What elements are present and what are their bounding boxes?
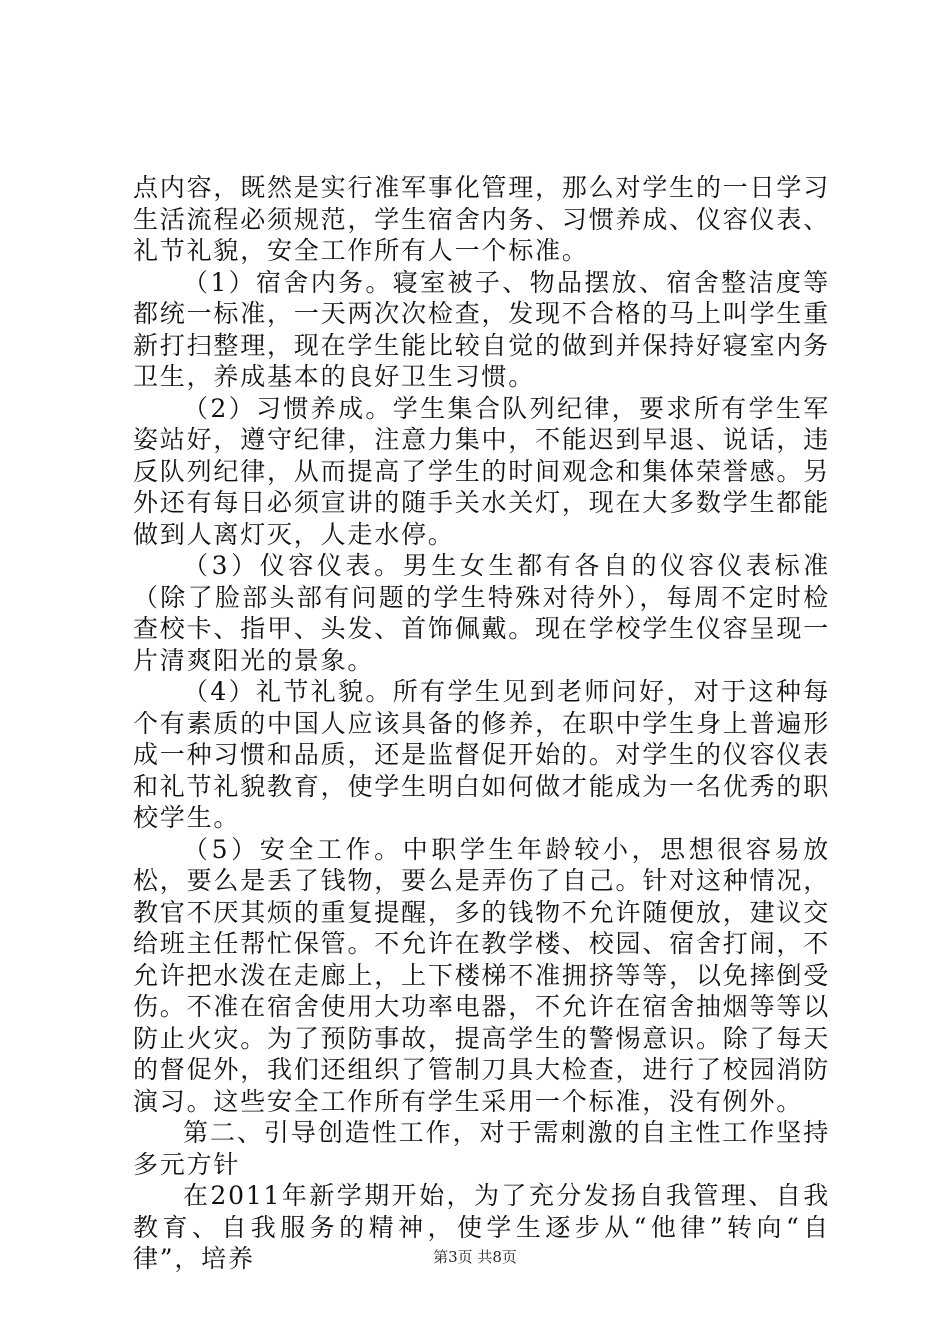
body-text [133, 172, 830, 1275]
paragraph-continuation: 点内容，既然是实行准军事化管理，那么对学生的一日学习生活流程必须规范，学生宿舍内务、习惯养成、仪容仪表、礼节礼貌，安全工作所有人一个标准。 [133, 173, 830, 265]
paragraph-appearance: （3）仪容仪表。男生女生都有各自的仪容仪表标准（除了脸部头部有问题的学生特殊对待外），每周不定时检查校卡、指甲、头发、首饰佩戴。现在学校学生仪容呈现一片清爽阳光的景象。 [133, 551, 830, 675]
paragraph-habits: （2）习惯养成。学生集合队列纪律，要求所有学生军姿站好，遵守纪律，注意力集中，不能迟到早退、说话，违反队列纪律，从而提高了学生的时间观念和集体荣誉感。另外还有每日必须宣讲的随手关水关灯，现在大多数学生都能做到人离灯灭，人走水停。 [133, 393, 830, 549]
page-footer: 第3页 共8页 [433, 1248, 517, 1266]
paragraph-safety: （5）安全工作。中职学生年龄较小，思想很容易放松，要么是丢了钱物，要么是弄伤了自己。针对这种情况，教官不厌其烦的重复提醒，多的钱物不允许随便放，建议交给班主任帮忙保管。不允许在教学楼、校园、宿舍打闹，不允许把水泼在走廊上，上下楼梯不准拥挤等等，以免摔倒受伤。不准在宿舍使用大功率电器，不允许在宿舍抽烟等等以防止火灾。为了预防事故，提高学生的警惕意识。除了每天的督促外，我们还组织了管制刀具大检查，进行了校园消防演习。这些安全工作所有学生采用一个标准，没有例外。 [133, 834, 830, 1116]
paragraph-new-semester: 在2011年新学期开始，为了充分发扬自我管理、自我教育、自我服务的精神，使学生逐步从“他律”转向“自律”，培养 [133, 1181, 830, 1273]
paragraph-dormitory: （1）宿舍内务。寝室被子、物品摆放、宿舍整洁度等都统一标准，一天两次次检查，发现不合格的马上叫学生重新打扫整理，现在学生能比较自觉的做到并保持好寝室内务卫生，养成基本的良好卫生习惯。 [133, 267, 830, 391]
paragraph-etiquette: （4）礼节礼貌。所有学生见到老师问好，对于这种每个有素质的中国人应该具备的修养，在职中学生身上普遍形成一种习惯和品质，还是监督促开始的。对学生的仪容仪表和礼节礼貌教育，使学生明白如何做才能成为一名优秀的职校学生。 [133, 677, 830, 832]
section-heading: 第二、引导创造性工作，对于需刺激的自主性工作坚持多元方针 [133, 1118, 830, 1179]
